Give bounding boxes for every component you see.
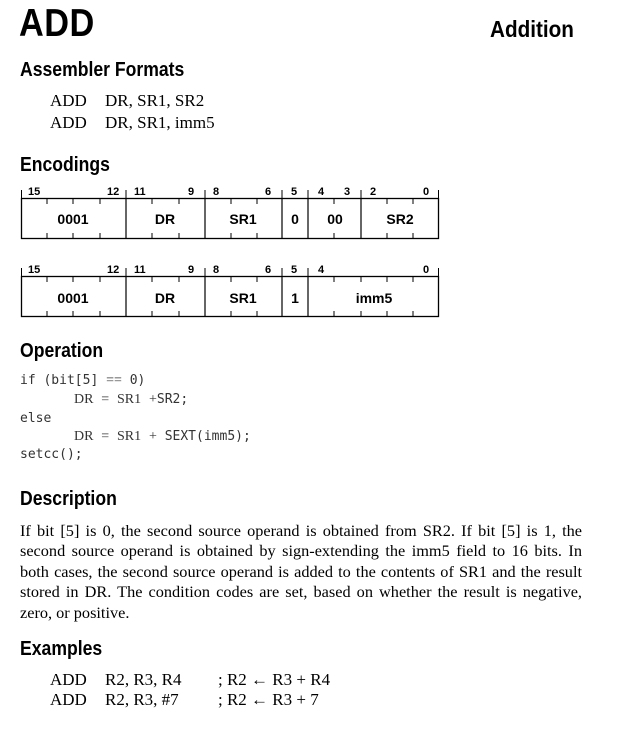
- field-sr2: SR2: [386, 211, 414, 227]
- code-dr: DR: [74, 392, 94, 407]
- bit-label: 4: [318, 264, 325, 276]
- example-comment: ; R2 ← R3 + 7: [218, 690, 319, 709]
- code-sr1: SR1: [117, 429, 142, 444]
- bit-label: 2: [370, 186, 377, 198]
- assembler-formats-heading: Assembler Formats: [20, 59, 185, 81]
- code-if-keyword: if (bit[5]: [20, 373, 99, 388]
- example-comment: ; R2 ← R3 + R4: [218, 670, 331, 689]
- code-line-setcc: setcc();: [20, 447, 83, 462]
- bit-label: 11: [134, 264, 146, 276]
- code-equality-operator: ==: [106, 373, 122, 388]
- bit-label: 9: [188, 264, 195, 276]
- bit-label: 15: [28, 186, 41, 198]
- bit-label: 11: [134, 186, 146, 198]
- code-line-else: else: [20, 411, 52, 426]
- bit-label: 6: [265, 186, 272, 198]
- field-opcode: 0001: [57, 211, 89, 227]
- bit-label: 0: [423, 264, 430, 276]
- bit-label: 12: [107, 186, 120, 198]
- bit-label: 12: [107, 264, 120, 276]
- description-text: If bit [5] is 0, the second source operand is obtained from SR2. If bit [5] is 1, the second source operand is obtained by sign-extending the imm5 field to 16 bits. In both cases, the second source operand is added to the contents of SR1 and the result stored in DR. The condition codes are set, based on whether the result is negative, zero, or positive.: [20, 521, 582, 622]
- examples-heading: Examples: [20, 638, 103, 660]
- example-operands: R2, R3, #7: [105, 690, 179, 709]
- example-line-2: [50, 690, 319, 710]
- code-sr1: SR1: [117, 392, 142, 407]
- field-sr1: SR1: [229, 211, 257, 227]
- code-sr2: SR2;: [156, 392, 189, 407]
- code-if-end: 0): [129, 373, 146, 388]
- bit-label: 5: [291, 264, 298, 276]
- bit-label: 0: [423, 186, 430, 198]
- bit-label: 8: [213, 264, 220, 276]
- format-operands: DR, SR1, SR2: [105, 91, 205, 110]
- example-mnemonic: ADD: [50, 690, 87, 709]
- field-sr1: SR1: [229, 290, 257, 306]
- code-dr: DR: [74, 429, 94, 444]
- example-operands: R2, R3, R4: [105, 670, 182, 689]
- code-plus-operator: +: [148, 429, 157, 444]
- code-assign-operator: =: [101, 429, 110, 444]
- operation-heading: Operation: [20, 340, 104, 362]
- bit-label: 8: [213, 186, 220, 198]
- format-operands: DR, SR1, imm5: [105, 113, 215, 132]
- bit-label: 9: [188, 186, 195, 198]
- field-dr: DR: [154, 211, 176, 227]
- example-mnemonic: ADD: [50, 670, 87, 689]
- bit-label: 3: [344, 186, 351, 198]
- bit-label: 4: [318, 186, 325, 198]
- bit-label: 15: [28, 264, 41, 276]
- format-mnemonic: ADD: [50, 113, 87, 132]
- field-bit5: 1: [291, 290, 299, 306]
- example-line-1: [50, 670, 330, 690]
- encodings-heading: Encodings: [20, 154, 110, 176]
- format-mnemonic: ADD: [50, 91, 87, 110]
- bit-label: 5: [291, 186, 298, 198]
- page-title: ADD: [19, 2, 95, 45]
- field-imm5: imm5: [355, 290, 393, 306]
- field-dr: DR: [154, 290, 176, 306]
- code-plus-operator: +: [148, 392, 157, 407]
- description-heading: Description: [20, 488, 117, 510]
- code-line-register-add: [74, 392, 188, 408]
- bit-label: 6: [265, 264, 272, 276]
- code-assign-operator: =: [101, 392, 110, 407]
- field-unused: 00: [327, 211, 343, 227]
- code-line-immediate-add: [74, 429, 251, 445]
- field-bit5: 0: [291, 211, 299, 227]
- encoding-diagrams: [0, 0, 620, 340]
- page-subtitle: Addition: [490, 16, 574, 42]
- code-sext: SEXT(imm5);: [164, 429, 251, 444]
- code-line-if: [20, 373, 145, 389]
- field-opcode: 0001: [57, 290, 89, 306]
